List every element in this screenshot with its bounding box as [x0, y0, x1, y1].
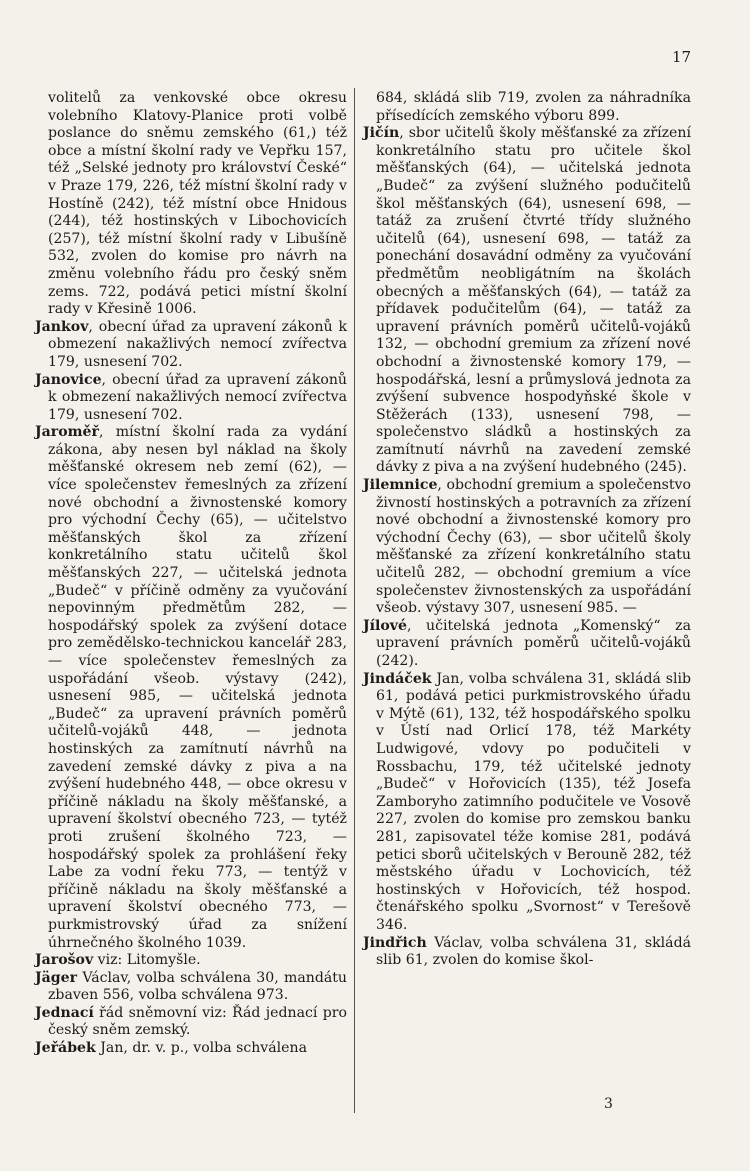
- entry-text: viz: Litomyšle.: [93, 952, 201, 969]
- signature-mark: 3: [604, 1096, 613, 1112]
- entry-headword: Jednací: [35, 1004, 94, 1021]
- entry-headword: Jindřich: [363, 934, 427, 951]
- entry-text: Václav, volba schválena 31, skládá slib 61, zvolen do komise škol-: [376, 934, 691, 969]
- index-entry: [35, 970, 347, 1005]
- entry-text: Václav, volba schválena 30, mandátu zbaven 556, volba schválena 973.: [48, 969, 347, 1004]
- index-entry: [35, 90, 347, 319]
- entry-headword: Jindáček: [363, 670, 432, 687]
- index-entry: [363, 90, 691, 125]
- entry-text: řád sněmovní viz: Řád jednací pro český sněm zemský.: [48, 1004, 347, 1039]
- entry-headword: Jaroměř: [35, 424, 99, 441]
- column-divider: [354, 88, 355, 1113]
- entry-headword: Jilemnice: [363, 477, 438, 494]
- entry-headword: Jeřábek: [35, 1040, 96, 1057]
- entry-text: 684, skládá slib 719, zvolen za náhradníka přísedících zemského výboru 899.: [376, 90, 691, 124]
- index-entry: [35, 1040, 347, 1058]
- index-entry: [35, 1005, 347, 1040]
- page-number: 17: [672, 48, 692, 66]
- entry-headword: Jäger: [35, 969, 78, 986]
- entry-text: , obchodní gremium a společenstvo živností hostinských a potravních za zřízení nové obchodní a živnostenské komory pro východní Čechy (63), — sbor učitelů školy měšťanské za zřízení konkretálního statu učitelů 282, — obchodní gremium a více společenstev živnostenských za uspořádání všeob. výstavy 307, usnesení 985. —: [376, 477, 691, 617]
- entry-headword: Jičín: [363, 125, 400, 142]
- entry-text: Jan, volba schválena 31, skládá slib 61, podává petici purkmistrovského úřadu v Mýtě (61), 132, též hospodářského spolku v Ústí nad Orlicí 178, též Markéty Ludwigové, vdovy po podučiteli v Rossbachu, 179, též učitelské jednoty „Budeč“ v Hořovicích (135), též Josefa Zamboryho zatimního podučitele ve Vosově 227, zvolen do komise pro zemskou banku 281, zapisovatel téže komise 281, podává petici sborů učitelských v Berouně 282, též městského úřadu v Lochovicích, též hostinských v Hořovicích, též hospod. čtenářského spolku „Svornost“ v Terešově 346.: [376, 670, 691, 933]
- index-entry: [35, 424, 347, 952]
- entry-headword: Jankov: [35, 318, 89, 335]
- index-entry: [363, 618, 691, 671]
- index-entry: [35, 952, 347, 970]
- entry-headword: Jílové: [363, 617, 407, 634]
- index-entry: [363, 935, 691, 970]
- entry-text: , sbor učitelů školy měšťanské za zřízení konkretálního statu pro učitele škol měšťanských (64), — učitelská jednota „Budeč“ za zvýšení služného podučitelů škol měšťanských (64), usnesení 698, — tatáž za zrušení čtvrté třídy služného učitelů (64), usnesení 698, — tatáž za ponechání dosavádní odměny za vyučování předmětům neobligátním na školách obecných a měšťanských (64), — tatáž za přídavek podučitelům (64), — tatáž za upravení právních poměrů učitelů-vojáků 132, — obchodní gremium za zřízení nové obchodní a živnostenské komory 179, — hospodářská, lesní a průmyslová jednota za zvýšení subvence hospodyňské škole v Stěžerách (133), usnesení 798, — společenstvo sládků a hostinských za zamítnutí návrhů na zavedení zemské dávky z piva a na zvýšení hudebného (245).: [376, 125, 691, 476]
- entry-text: volitelů za venkovské obce okresu volebního Klatovy-Planice proti volbě poslance do sněmu zemského (61,) též obce a místní školní rady ve Vepřku 157, též „Selské jednoty pro království České“ v Praze 179, 226, též místní školní rady v Hostíně (242), též místní obce Hnidous (244), též hostinských v Libochovicích (257), též místní školní rady v Libušíně 532, zvolen do komise pro návrh na změnu volebního řádu pro český sněm zems. 722, podává petici místní školní rady v Křesině 1006.: [48, 90, 347, 318]
- index-entry: [35, 319, 347, 372]
- entry-text: , učitelská jednota „Komenský“ za upravení právních poměrů učitelů-vojáků (242).: [376, 617, 691, 669]
- right-column: [363, 90, 691, 970]
- index-entry: [363, 671, 691, 935]
- index-entry: [363, 125, 691, 477]
- index-entry: [35, 372, 347, 425]
- entry-text: Jan, dr. v. p., volba schválena: [95, 1040, 307, 1057]
- index-entry: [363, 477, 691, 618]
- entry-headword: Jarošov: [35, 952, 94, 969]
- left-column: [35, 90, 347, 1058]
- entry-text: , obecní úřad za upravení zákonů k obmezení nakažlivých nemocí zvířectva 179, usnesení 702.: [48, 371, 347, 423]
- entry-text: , obecní úřad za upravení zákonů k obmezení nakažlivých nemocí zvířectva 179, usnesení 702.: [48, 318, 347, 370]
- entry-headword: Janovice: [35, 371, 102, 388]
- entry-text: , místní školní rada za vydání zákona, aby nesen byl náklad na školy měšťanské okresem neb zemí (62), — více společenstev řemeslných za zřízení nové obchodní a živnostenské komory pro východní Čechy (65), — učitelstvo měšťanských škol za zřízení konkretálního statu učitelů škol měšťanských 227, — učitelská jednota „Budeč“ v příčině odměny za vyučování nepovinným předmětům 282, — hospodářský spolek za zvýšení dotace pro zemědělsko-technickou kancelář 283, — více společenstev řemeslných za uspořádání všeob. výstavy (242), usnesení 985, — učitelská jednota „Budeč“ za upravení právních poměrů učitelů-vojáků 448, — jednota hostinských za zamítnutí návrhů na zavedení zemské dávky z piva a na zvýšení hudebného 448, — obce okresu v příčině nákladu na školy měšťanské, a upravení školství obecného 723, — tytéž proti zrušení školného 723, — hospodářský spolek za prohlášení řeky Labe za vodní řeku 773, — tentýž v příčině nákladu na školy měšťanské a upravení školství obecného 773, — purkmistrovský úřad za snížení úhrnečného školného 1039.: [48, 424, 347, 951]
